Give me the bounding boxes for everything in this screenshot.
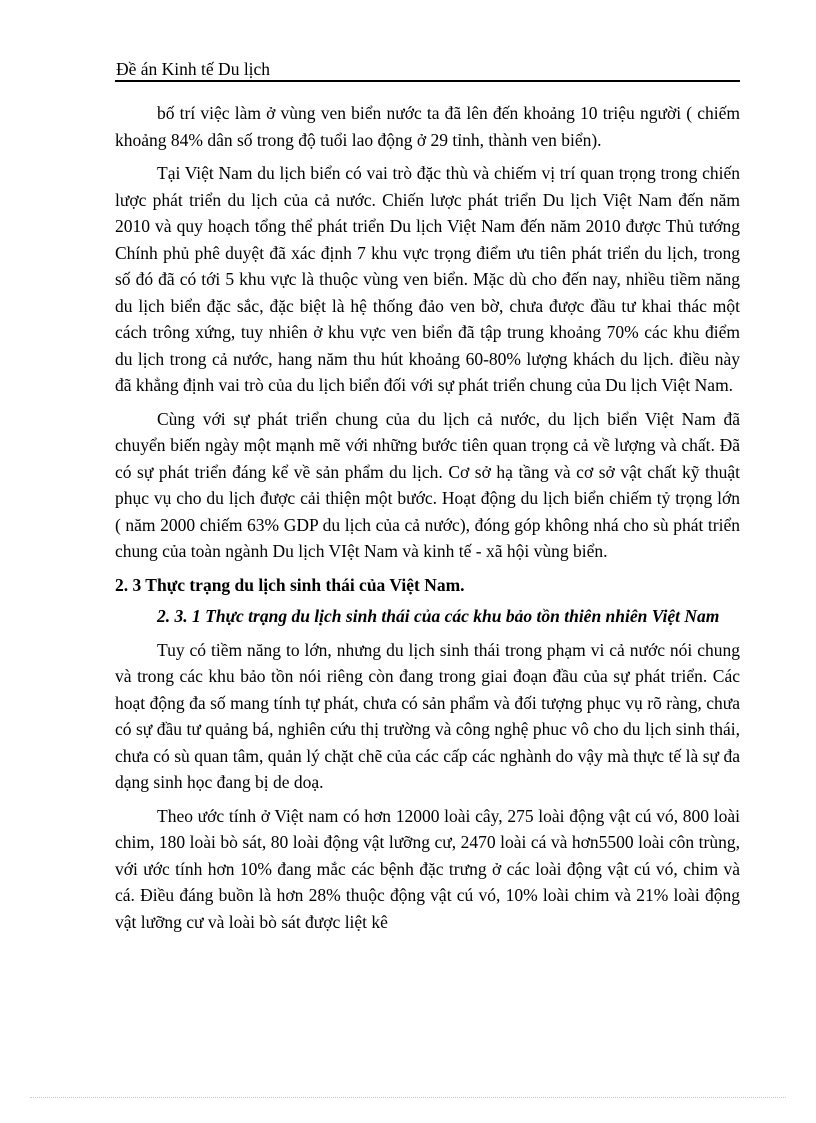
subsection-heading: 2. 3. 1 Thực trạng du lịch sinh thái của các khu bảo tồn thiên nhiên Việt Nam	[157, 606, 720, 626]
section-heading: 2. 3 Thực trạng du lịch sinh thái của Việt Nam.	[115, 574, 465, 595]
document-title: Đề án Kinh tế Du lịch	[116, 59, 271, 79]
paragraph-marine-tourism-development: Cùng với sự phát triển chung của du lịch cả nước, du lịch biển Việt Nam đã chuyển biến ngày một mạnh mẽ với những bước tiên quan trọng cả về lượng và chất. Đã có sự phát triển đáng kể về sản phẩm du lịch. Cơ sở hạ tầng và cơ sở vật chất kỹ thuật phục vụ cho du lịch được cải thiện một bước. Hoạt động du lịch biển chiếm tỷ trọng lớn ( năm 2000 chiếm 63% GDP du lịch của cả nước), đóng góp không nhá cho sù phát triển chung của toàn ngành Du lịch VIệt Nam và kinh tế - xã hội vùng biển.	[115, 408, 740, 561]
page-bottom-divider	[30, 1097, 786, 1098]
document-body	[115, 100, 740, 942]
paragraph-coastal-employment: bố trí việc làm ở vùng ven biển nước ta đã lên đến khoảng 10 triệu người ( chiếm khoảng 84% dân số trong độ tuổi lao động ở 29 tỉnh, thành ven biển).	[115, 103, 740, 150]
paragraph-ecotourism-status: Tuy có tiềm năng to lớn, nhưng du lịch sinh thái trong phạm vi cả nước nói chung và trong các khu bảo tồn nói riêng còn đang trong giai đoạn đầu của sự phát triển. Các hoạt động đa số mang tính tự phát, chưa có sản phẩm và đối tượng phục vụ rõ ràng, chưa có sự đầu tư quảng bá, nghiên cứu thị trường và công nghệ phuc vô cho du lịch sinh thái, chưa có sù quan tâm, quản lý chặt chẽ của các cấp các nghành do vậy mà thực tế là sự đa dạng sinh học đang bị de doạ.	[115, 639, 740, 792]
paragraph-biodiversity-statistics: Theo ước tính ở Việt nam có hơn 12000 loài cây, 275 loài động vật cú vó, 800 loài chim, 180 loài bò sát, 80 loài động vật lưỡng cư, 2470 loài cá và hơn5500 loài côn trùng, với ước tính hơn 10% đang mắc các bệnh đặc trưng ở các loài động vật cú vó, chim và cá. Điều đáng buồn là hơn 28% thuộc động vật cú vó, 10% loài chim và 21% loài động vật lưỡng cư và loài bò sát được liệt kê	[115, 805, 740, 932]
paragraph-marine-tourism-role: Tại Việt Nam du lịch biển có vai trò đặc thù và chiếm vị trí quan trọng trong chiến lược phát triển du lịch của cả nước. Chiến lược phát triển Du lịch Việt Nam đến năm 2010 và quy hoạch tổng thể phát triển Du lịch Việt Nam đến năm 2010 được Thủ tướng Chính phủ phê duyệt đã xác định 7 khu vực trọng điểm ưu tiên phát triển du lịch, trong số đó đã có tới 5 khu vực là thuộc vùng ven biển. Mặc dù cho đến nay, nhiều tiềm năng du lịch biển đặc sắc, đặc biệt là hệ thống đảo ven bờ, chưa được đầu tư khai thác một cách trông xứng, tuy nhiên ở khu vực ven biển đã tập trung khoảng 70% các khu điểm du lịch trong cả nước, hang năm thu hút khoảng 60-80% lượng khách du lịch. điều này đã khẳng định vai trò của du lịch biển đối với sự phát triển chung của Du lịch Việt Nam.	[115, 163, 740, 395]
page-header	[115, 56, 740, 82]
